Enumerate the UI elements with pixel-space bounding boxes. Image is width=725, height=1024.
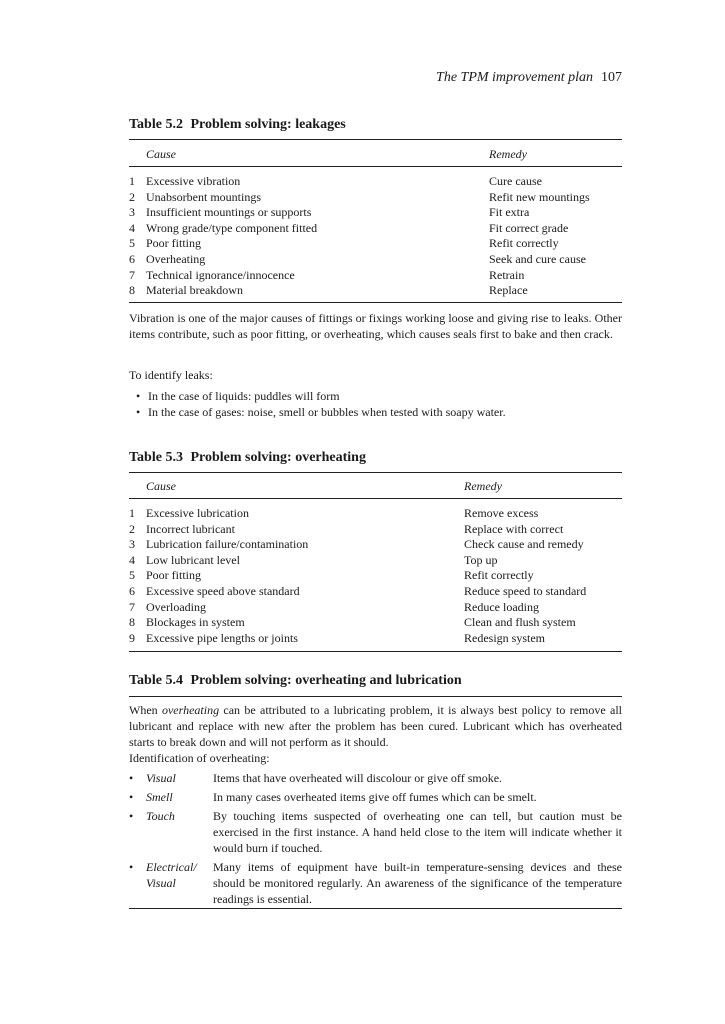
- table-top-rule: [129, 472, 622, 473]
- header-rule: [129, 166, 622, 167]
- list-item: [129, 789, 622, 805]
- table-caption: Problem solving: overheating: [190, 450, 366, 465]
- table-5-3-body: [129, 506, 622, 646]
- row-number: 9: [129, 630, 135, 645]
- bullet: •: [129, 809, 134, 823]
- column-header-remedy: Remedy: [464, 479, 502, 493]
- cause-cell: Poor fitting: [146, 236, 202, 251]
- remedy-cell: Seek and cure cause: [489, 251, 586, 266]
- method-text: Many items of equipment have built-in temperature-sensing devices and these should be monitored regularly. An awareness of the significance of the temperature readings is essential.: [213, 860, 622, 906]
- cause-cell: Wrong grade/type component fitted: [146, 220, 318, 235]
- intro-emphasis: overheating: [161, 703, 220, 717]
- method-term: Smell: [146, 790, 173, 804]
- table-row: [129, 553, 622, 569]
- vibration-note: Vibration is one of the major causes of fittings or fixings working loose and giving rise to leaks. Other items contribute, such as poor fitting, or overheating, which causes seals first to bake and then crack.: [129, 311, 622, 341]
- row-number: 5: [129, 568, 135, 583]
- cause-cell: Technical ignorance/innocence: [146, 267, 295, 282]
- row-number: 7: [129, 267, 135, 282]
- table-row: [129, 268, 622, 284]
- bullet: •: [129, 771, 134, 785]
- method-term: Electrical/ Visual: [146, 860, 197, 890]
- remedy-cell: Cure cause: [489, 174, 542, 188]
- table-top-rule: [129, 139, 622, 140]
- remedy-cell: Replace with correct: [464, 521, 564, 536]
- table-row: [129, 506, 622, 522]
- cause-cell: Overloading: [146, 599, 206, 614]
- table-number: Table 5.2: [129, 117, 183, 132]
- row-number: 4: [129, 220, 135, 235]
- table-5-2-body: [129, 174, 622, 299]
- table-number: Table 5.3: [129, 450, 183, 465]
- list-item: [129, 859, 622, 907]
- method-term: Visual: [146, 771, 176, 785]
- page-number: 107: [601, 70, 622, 85]
- table-bottom-rule: [129, 908, 622, 909]
- method-term: Touch: [146, 809, 175, 823]
- table-row: [129, 174, 622, 190]
- table-row: [129, 236, 622, 252]
- remedy-cell: Reduce loading: [464, 599, 539, 614]
- cause-cell: Lubrication failure/contamination: [146, 537, 309, 552]
- remedy-cell: Refit correctly: [489, 236, 559, 251]
- cause-cell: Overheating: [146, 251, 206, 266]
- table-row: [129, 615, 622, 631]
- cause-cell: Excessive vibration: [146, 174, 241, 188]
- table-top-rule: [129, 696, 622, 697]
- cause-cell: Blockages in system: [146, 615, 245, 630]
- remedy-cell: Clean and flush system: [464, 615, 576, 630]
- cause-cell: Low lubricant level: [146, 552, 240, 567]
- table-row: [129, 600, 622, 616]
- remedy-cell: Fit extra: [489, 205, 530, 220]
- table-caption: Problem solving: leakages: [190, 117, 346, 132]
- identification-label: Identification of overheating:: [129, 751, 270, 765]
- row-number: 1: [129, 174, 135, 188]
- table-row: [129, 584, 622, 600]
- column-header-remedy: Remedy: [489, 147, 527, 161]
- cause-cell: Excessive lubrication: [146, 506, 249, 520]
- intro-rest: can be attributed to a lubricating problem, it is always best policy to remove all lubricant and replace with new after the problem has been cured. Lubricant which has overheated starts to break down and will not perform as it should.: [129, 703, 622, 749]
- table-row: [129, 522, 622, 538]
- row-number: 4: [129, 552, 135, 567]
- table-5-4-title: [129, 673, 462, 689]
- method-text: By touching items suspected of overheating one can tell, but caution must be exercised in the first instance. A hand held close to the item will indicate whether it would burn if touched.: [213, 809, 622, 855]
- table-row: [129, 283, 622, 299]
- row-number: 1: [129, 506, 135, 520]
- bullet: •: [129, 860, 134, 874]
- remedy-cell: Reduce speed to standard: [464, 583, 587, 598]
- table-row: [129, 205, 622, 221]
- row-number: 2: [129, 521, 135, 536]
- cause-cell: Unabsorbent mountings: [146, 189, 261, 204]
- bullet: •: [129, 790, 134, 804]
- row-number: 2: [129, 189, 135, 204]
- cause-cell: Insufficient mountings or supports: [146, 205, 312, 220]
- row-number: 5: [129, 236, 135, 251]
- intro-start: When: [129, 703, 162, 717]
- cause-cell: Excessive pipe lengths or joints: [146, 630, 298, 645]
- remedy-cell: Refit new mountings: [489, 189, 590, 204]
- list-item: • In the case of gases: noise, smell or bubbles when tested with soapy water.: [129, 404, 622, 420]
- cause-cell: Excessive speed above standard: [146, 583, 300, 598]
- cause-cell: Poor fitting: [146, 568, 202, 583]
- table-bottom-rule: [129, 651, 622, 652]
- table-row: [129, 631, 622, 647]
- cause-cell: Incorrect lubricant: [146, 521, 235, 536]
- overheating-intro: [129, 702, 622, 750]
- row-number: 3: [129, 537, 135, 552]
- table-number: Table 5.4: [129, 673, 183, 688]
- remedy-cell: Redesign system: [464, 630, 545, 645]
- method-text: In many cases overheated items give off fumes which can be smelt.: [213, 790, 537, 804]
- table-row: [129, 537, 622, 553]
- remedy-cell: Remove excess: [464, 506, 539, 520]
- row-number: 8: [129, 615, 135, 630]
- table-row: [129, 221, 622, 237]
- list-item: [129, 770, 622, 786]
- table-row: [129, 568, 622, 584]
- remedy-cell: Retrain: [489, 267, 525, 282]
- table-row: [129, 252, 622, 268]
- row-number: 7: [129, 599, 135, 614]
- table-row: [129, 190, 622, 206]
- running-head: [129, 70, 622, 86]
- remedy-cell: Top up: [464, 552, 498, 567]
- table-bottom-rule: [129, 302, 622, 303]
- row-number: 3: [129, 205, 135, 220]
- column-header-cause: Cause: [146, 147, 176, 161]
- row-number: 6: [129, 583, 135, 598]
- column-header-cause: Cause: [146, 479, 176, 493]
- list-item: [129, 808, 622, 856]
- overheating-identification-list: [129, 770, 622, 910]
- remedy-cell: Check cause and remedy: [464, 537, 584, 552]
- table-caption: Problem solving: overheating and lubrication: [190, 673, 462, 688]
- table-5-3-title: [129, 450, 366, 466]
- list-item: • In the case of liquids: puddles will form: [129, 388, 622, 404]
- leak-identification-list: [129, 388, 622, 420]
- running-head-title: The TPM improvement plan: [436, 70, 593, 85]
- method-text: Items that have overheated will discolour or give off smoke.: [213, 771, 503, 785]
- remedy-cell: Replace: [489, 283, 528, 298]
- row-number: 8: [129, 283, 135, 298]
- remedy-cell: Fit correct grade: [489, 220, 569, 235]
- remedy-cell: Refit correctly: [464, 568, 534, 583]
- header-rule: [129, 498, 622, 499]
- row-number: 6: [129, 251, 135, 266]
- table-5-2-title: [129, 117, 346, 133]
- identify-leaks-label: To identify leaks:: [129, 368, 213, 382]
- cause-cell: Material breakdown: [146, 283, 243, 298]
